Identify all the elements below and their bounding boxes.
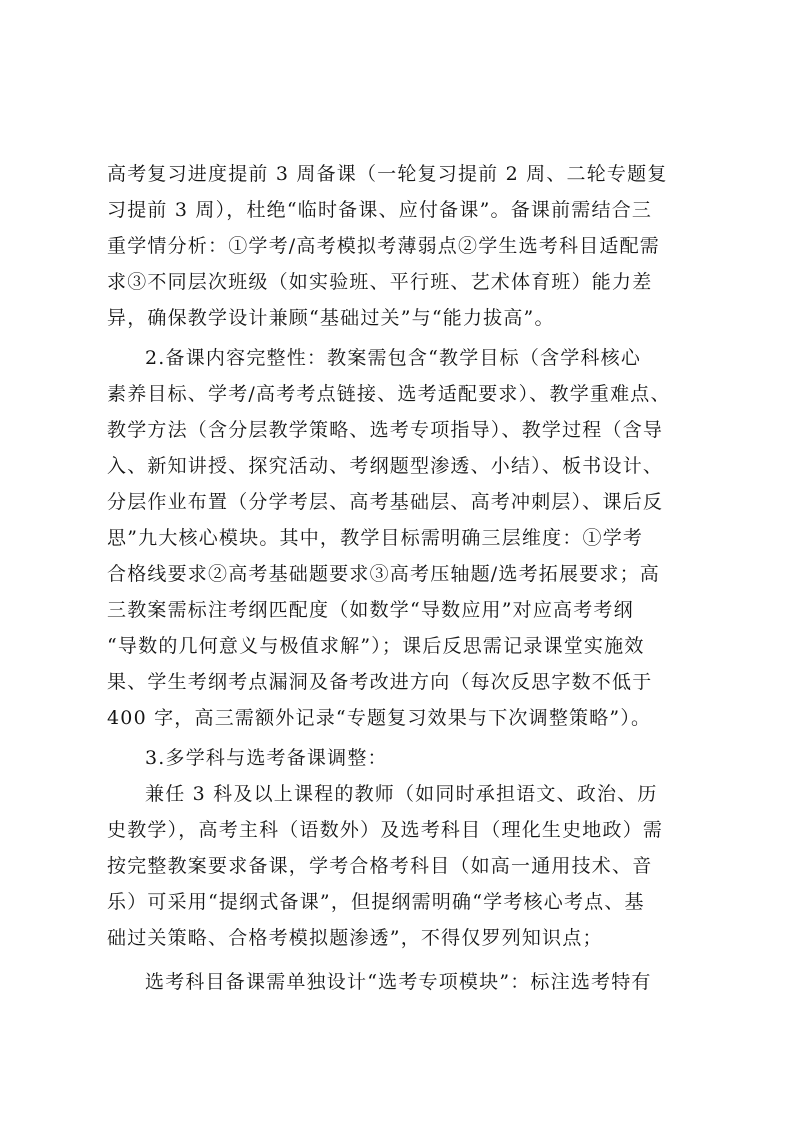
paragraph-line: 乐）可采用“提纲式备课”，但提纲需明确“学考核心考点、基	[107, 891, 645, 913]
paragraph-line: 分层作业布置（分学考层、高考基础层、高考冲刺层）、课后反	[107, 491, 664, 513]
paragraph-line: 选考科目备课需单独设计“选考专项模块”：标注选考特有	[145, 971, 652, 993]
paragraph-line: 教学方法（含分层教学策略、选考专项指导）、教学过程（含导	[107, 419, 664, 441]
paragraph-line: 思”九大核心模块。其中，教学目标需明确三层维度：①学考	[107, 527, 644, 549]
paragraph-line: 异，确保教学设计兼顾“基础过关”与“能力拔高”。	[107, 307, 555, 329]
paragraph-line: 入、新知讲授、探究活动、考纲题型渗透、小结）、板书设计、	[107, 455, 664, 477]
section-heading-line: 2.备课内容完整性：教案需包含“教学目标（含学科核心	[145, 347, 642, 369]
paragraph-line: “导数的几何意义与极值求解”）；课后反思需记录课堂实施效	[107, 635, 645, 657]
paragraph-line: 合格线要求②高考基础题要求③高考压轴题/选考拓展要求；高	[107, 563, 661, 585]
paragraph-line: 习提前 3 周），杜绝“临时备课、应付备课”。备课前需结合三	[107, 199, 653, 221]
paragraph-line: 础过关策略、合格考模拟题渗透”，不得仅罗列知识点；	[107, 927, 603, 949]
paragraph-line: 400 字，高三需额外记录“专题复习效果与下次调整策略”）。	[107, 707, 652, 729]
paragraph-line: 按完整教案要求备课，学考合格考科目（如高一通用技术、音	[107, 855, 653, 877]
paragraph-line: 高考复习进度提前 3 周备课（一轮复习提前 2 周、二轮专题复	[107, 163, 668, 185]
paragraph-line: 三教案需标注考纲匹配度（如数学“导数应用”对应高考考纲	[107, 599, 634, 621]
paragraph-line: 重学情分析：①学考/高考模拟考薄弱点②学生选考科目适配需	[107, 235, 661, 257]
paragraph-line: 兼任 3 科及以上课程的教师（如同时承担语文、政治、历	[145, 783, 658, 805]
paragraph-line: 素养目标、学考/高考考点链接、选考适配要求）、教学重难点、	[107, 383, 671, 405]
section-heading-line: 3.多学科与选考备课调整：	[145, 747, 388, 769]
paragraph-line: 果、学生考纲考点漏洞及备考改进方向（每次反思字数不低于	[107, 671, 653, 693]
paragraph-line: 史教学），高考主科（语数外）及选考科目（理化生史地政）需	[107, 819, 664, 841]
paragraph-line: 求③不同层次班级（如实验班、平行班、艺术体育班）能力差	[107, 271, 653, 293]
